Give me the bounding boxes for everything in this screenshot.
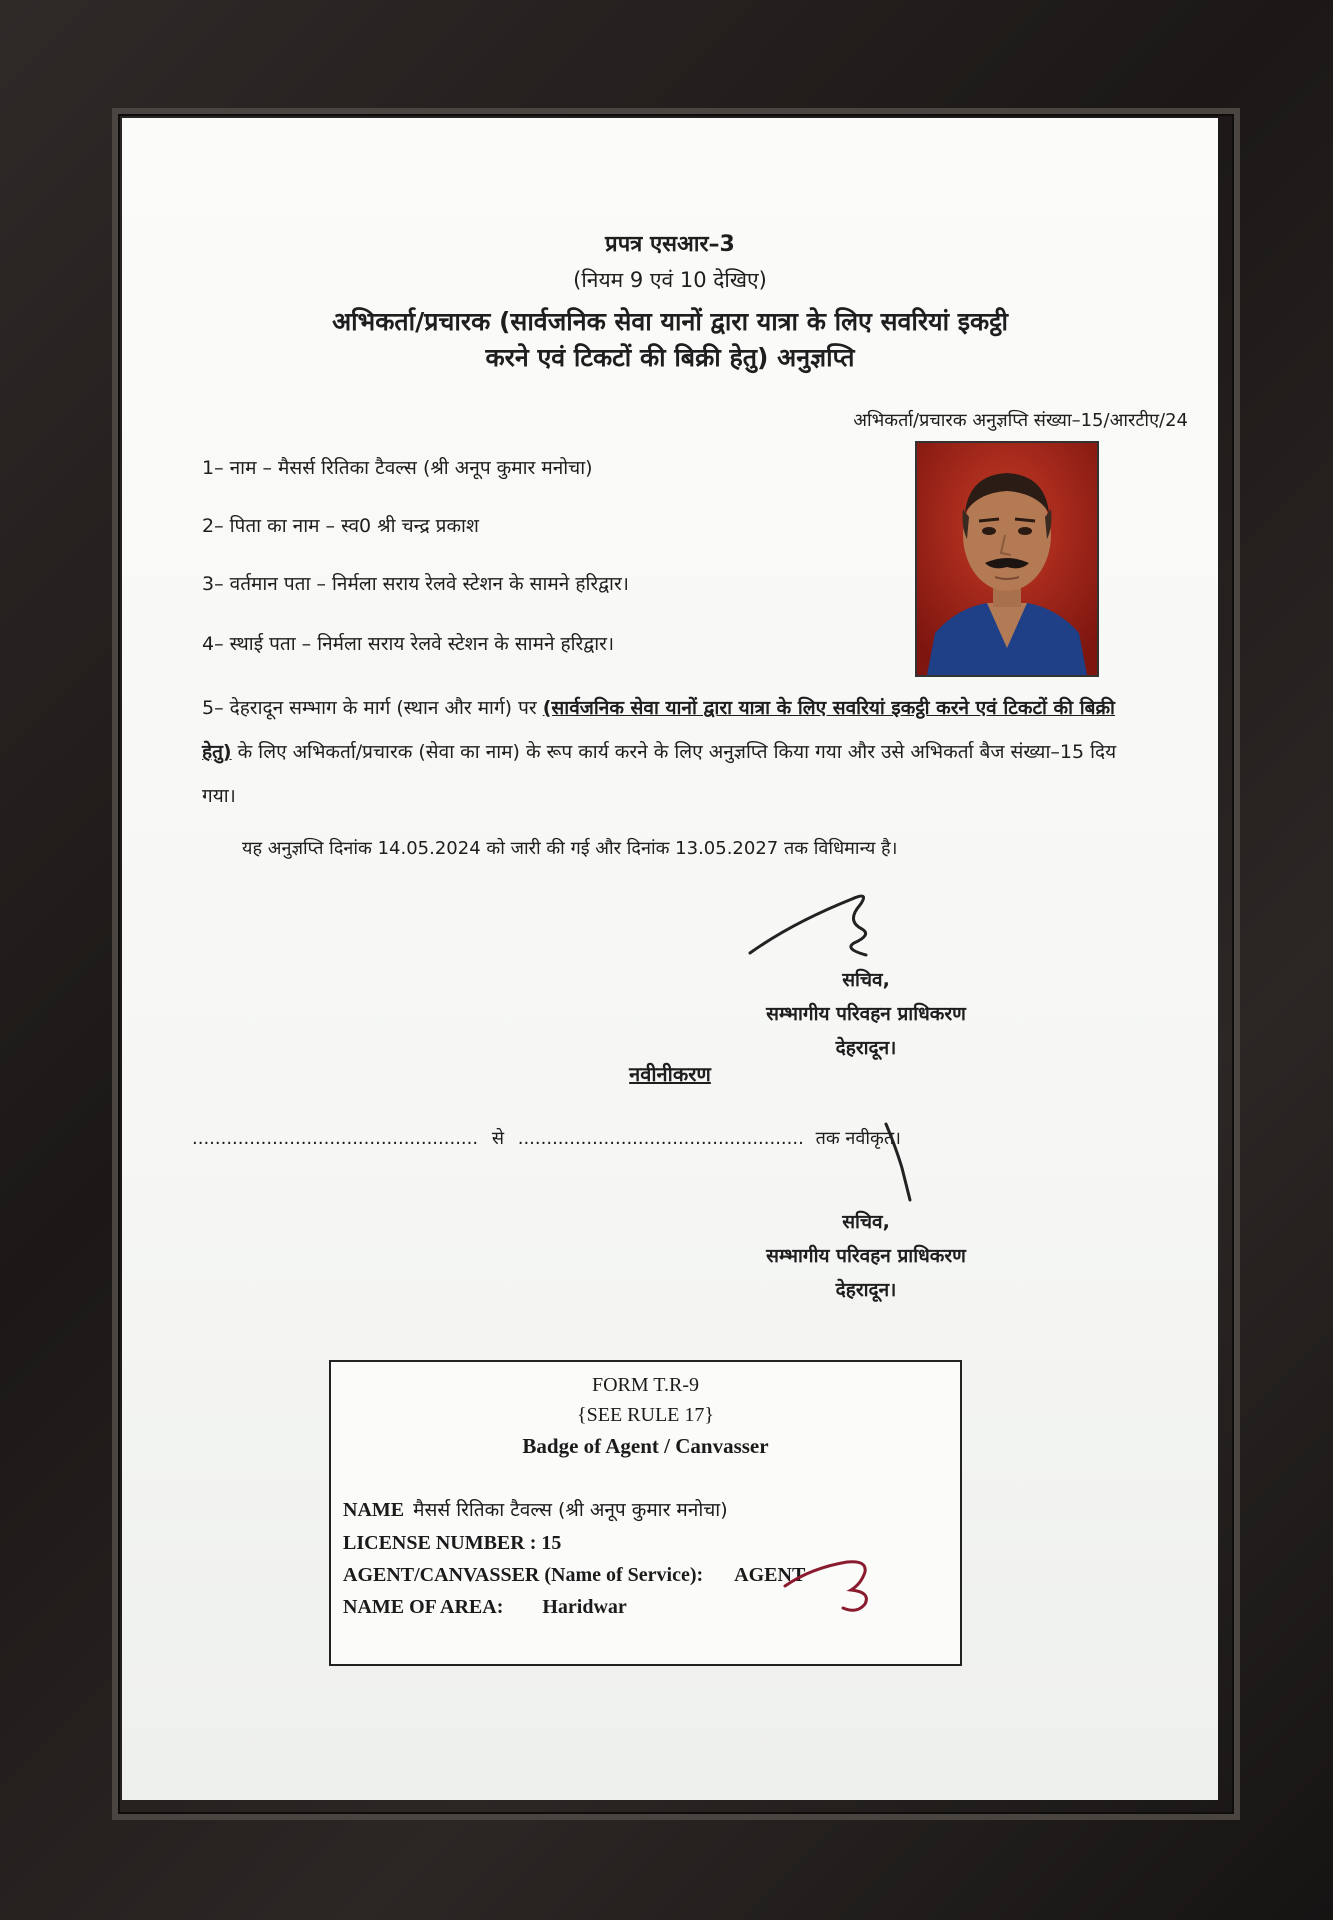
signatory-authority-2: सम्भागीय परिवहन प्राधिकरण bbox=[766, 1245, 966, 1267]
badge-rule: {SEE RULE 17} bbox=[577, 1404, 714, 1426]
paragraph-5 bbox=[202, 686, 1136, 818]
para5-underlined: (सार्वजनिक सेवा यानों द्वारा यात्रा के लिए सवरियां इकट्ठी करने एवं टिकटों की बिक्री हेतु) bbox=[202, 697, 1115, 763]
badge-name-value: मैसर्स रितिका टैवल्स (श्री अनूप कुमार मनोचा) bbox=[413, 1499, 728, 1521]
rule-reference: (नियम 9 एवं 10 देखिए) bbox=[573, 268, 767, 292]
signatory-designation-1: सचिव, bbox=[842, 969, 890, 991]
badge-agent-label: AGENT/CANVASSER (Name of Service): bbox=[343, 1564, 704, 1586]
badge-area-label: NAME OF AREA: bbox=[343, 1596, 504, 1618]
field-present-address: 3– वर्तमान पता – निर्मला सराय रेलवे स्टेशन के सामने हरिद्वार। bbox=[202, 573, 629, 595]
agent-badge-box bbox=[329, 1360, 962, 1666]
badge-form-number: FORM T.R-9 bbox=[591, 1374, 700, 1396]
signature-2 bbox=[872, 1118, 932, 1208]
badge-signature bbox=[781, 1542, 891, 1622]
para5-suffix: के लिए अभिकर्ता/प्रचारक (सेवा का नाम) के रूप कार्य करने के लिए अनुज्ञप्ति किया गया और उसे अभिकर्ता बैज संख्या–15 दिय गया। bbox=[202, 741, 1117, 807]
license-reference: अभिकर्ता/प्रचारक अनुज्ञप्ति संख्या–15/आरटीए/24 bbox=[853, 410, 1188, 431]
title-line-1: अभिकर्ता/प्रचारक (सार्वजनिक सेवा यानों द्वारा यात्रा के लिए सवरियां इकट्ठी bbox=[332, 307, 1008, 336]
badge-agent-value: AGENT bbox=[734, 1564, 806, 1586]
badge-agent-row bbox=[343, 1564, 805, 1587]
field-name: 1– नाम – मैसर्स रितिका टैवल्स (श्री अनूप कुमार मनोचा) bbox=[202, 457, 593, 479]
badge-area-value: Haridwar bbox=[542, 1596, 627, 1618]
portrait-image bbox=[917, 443, 1097, 675]
validity-statement: यह अनुज्ञप्ति दिनांक 14.05.2024 को जारी की गई और दिनांक 13.05.2027 तक विधिमान्य है। bbox=[242, 838, 898, 859]
renewal-se: से bbox=[491, 1128, 504, 1149]
form-number: प्रपत्र एसआर–3 bbox=[605, 232, 735, 257]
badge-name-label: NAME bbox=[343, 1499, 405, 1521]
renewal-heading: नवीनीकरण bbox=[629, 1062, 711, 1086]
renewal-dots-to: .................................................. bbox=[517, 1128, 804, 1149]
signatory-authority-1: सम्भागीय परिवहन प्राधिकरण bbox=[766, 1003, 966, 1025]
badge-license-number: LICENSE NUMBER : 15 bbox=[343, 1532, 562, 1554]
field-father-name: 2– पिता का नाम – स्व0 श्री चन्द्र प्रकाश bbox=[202, 515, 479, 537]
renewal-tak: तक नवीकृत। bbox=[815, 1128, 901, 1149]
field-permanent-address: 4– स्थाई पता – निर्मला सराय रेलवे स्टेशन के सामने हरिद्वार। bbox=[202, 633, 615, 655]
license-paper bbox=[122, 118, 1218, 1800]
title-line-2: करने एवं टिकटों की बिक्री हेतु) अनुज्ञप्ति bbox=[485, 343, 855, 372]
signatory-place-1: देहरादून। bbox=[835, 1037, 897, 1059]
renewal-dots-from: .................................................. bbox=[192, 1128, 479, 1149]
holder-photo bbox=[915, 441, 1099, 677]
badge-name-row bbox=[343, 1496, 728, 1522]
signature-1 bbox=[742, 873, 902, 973]
renewal-line bbox=[192, 1126, 901, 1150]
signatory-place-2: देहरादून। bbox=[835, 1279, 897, 1301]
signatory-designation-2: सचिव, bbox=[842, 1211, 890, 1233]
badge-title: Badge of Agent / Canvasser bbox=[522, 1434, 769, 1458]
badge-area-row bbox=[343, 1596, 627, 1619]
para5-prefix: 5– देहरादून सम्भाग के मार्ग (स्थान और मार्ग) पर bbox=[202, 697, 537, 719]
